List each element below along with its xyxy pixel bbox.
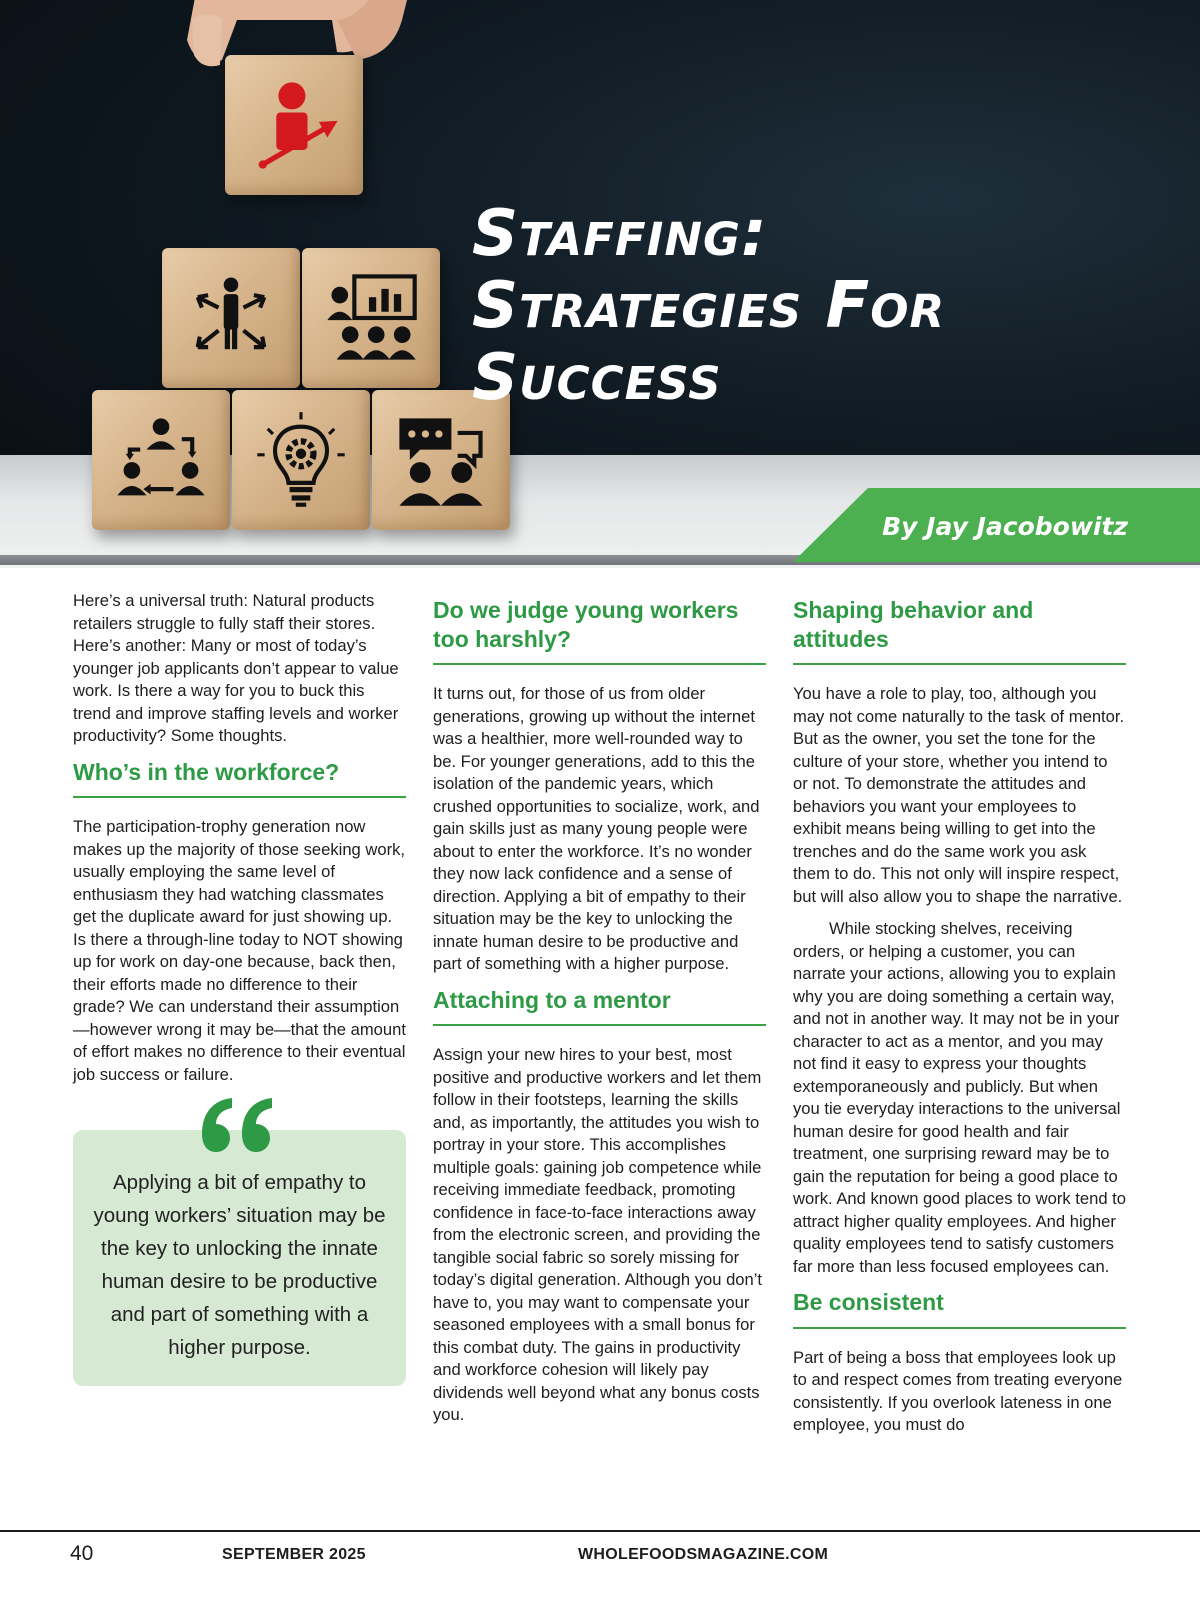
cube-presentation-team bbox=[302, 248, 440, 388]
title-line-1: Staffing: bbox=[472, 197, 768, 271]
gear-lightbulb-icon bbox=[249, 408, 353, 512]
column-3 bbox=[793, 590, 1126, 1447]
article-title bbox=[472, 198, 1200, 414]
shaping-paragraph-1: You have a role to play, too, although you may not come naturally to the task of mentor. But as the owner, you set the tone for the culture of your store, whether you intend to or not. To demonstrate the attitudes and behaviors you want your employees to exhibit means being willing to get into the trenches and do the same work you ask them to do. This not only will inspire respect, but will also allow you to shape the narrative. bbox=[793, 684, 1125, 906]
title-line-2: Strategies For Success bbox=[472, 269, 946, 415]
pull-quote bbox=[73, 1130, 406, 1386]
person-growth-arrow-icon bbox=[242, 73, 346, 177]
website-url: WHOLEFOODSMAGAZINE.COM bbox=[578, 1546, 829, 1563]
consistent-paragraph: Part of being a boss that employees look up to and respect comes from treating everyone consistently. If you overlook lateness in one employee, you must do bbox=[793, 1347, 1123, 1434]
presentation-team-icon bbox=[319, 266, 423, 370]
shaping-paragraph-2: While stocking shelves, receiving orders, or helping a customer, you can narrate your actions, allowing you to explain why you are doing something a certain way, and not in another way. It may not be in your character to act as a mentor, and you may not find it easy to express your thoughts extemporaneously and publicly. But when you tie everyday interactions to the universal human desire for good health and fair treatment, one surprising reward may be to gain the reputation for being a good place to work. And known good places to work tend to attract higher quality employees. And higher quality employees tend to satisfy customers far more than less focused employees can. bbox=[793, 919, 1126, 1276]
pull-quote-text: Applying a bit of empathy to young workers’ situation may be the key to unlocking the innate human desire to be productive and part of something with a higher purpose. bbox=[73, 1130, 406, 1386]
author-byline: By Jay Jacobowitz bbox=[882, 512, 1128, 541]
judge-paragraph: It turns out, for those of us from older generations, growing up without the internet was a healthier, more well-rounded way to be. For younger generations, add to this the isolation of the pandemic years, which crushed opportunities to socialize, work, and gain skills just as many young people were about to enter the workforce. It’s no wonder they now lack confidence and a sense of direction. Applying a bit of empathy to their situation may be the key to unlocking the innate human desire to be productive and part of something with a higher purpose. bbox=[433, 684, 760, 973]
heading-be-consistent: Be consistent bbox=[793, 1288, 1126, 1329]
intro-paragraph: Here’s a universal truth: Natural products retailers struggle to fully staff their stores. Here’s another: Many or most of today’s younger job applicants don’t appear to value work. Is there a way for you to buck this trend and improve staffing levels and worker productivity? Some thoughts. bbox=[73, 591, 399, 745]
heading-mentor: Attaching to a mentor bbox=[433, 986, 766, 1027]
heading-judge-young-workers: Do we judge young workers too harshly? bbox=[433, 596, 766, 665]
issue-date: SEPTEMBER 2025 bbox=[222, 1546, 366, 1563]
heading-shaping-behavior: Shaping behavior and attitudes bbox=[793, 596, 1126, 665]
chat-people-icon bbox=[389, 408, 493, 512]
cube-gear-lightbulb bbox=[232, 390, 370, 530]
cube-person-growth bbox=[225, 55, 363, 195]
mentor-paragraph: Assign your new hires to your best, most positive and productive workers and let them follow in their footsteps, learning the skills and, as importantly, the attitudes you wish to portray in your store. This accomplishes multiple goals: gaining job competence while receiving immediate feedback, promoting confidence in face-to-face interactions away from the electronic screen, and providing the tangible social fabric so sorely missing for today’s digital generation. Although you don’t have to, you may want to compensate your seasoned employees with a small bonus for this combat duty. The gains in productivity and workforce cohesion will likely pay dividends well beyond what any bonus costs you. bbox=[433, 1045, 763, 1424]
hero-image bbox=[0, 0, 1200, 568]
cube-person-directions bbox=[162, 248, 300, 388]
cube-team-rotation bbox=[92, 390, 230, 530]
column-2 bbox=[433, 590, 766, 1437]
team-rotation-icon bbox=[109, 408, 213, 512]
quote-mark-icon bbox=[198, 1094, 278, 1154]
workforce-paragraph: The participation-trophy generation now makes up the majority of those seeking work, usually employing the same level of enthusiasm they had watching classmates get the duplicate award for just showing up. Is there a through-line today to NOT showing up for work on day-one because, back then, their efforts made no difference to their grade? We can understand their assumption—however wrong it may be—that the amount of effort makes no difference to their eventual job success or failure. bbox=[73, 817, 406, 1084]
person-directions-icon bbox=[179, 266, 283, 370]
heading-workforce: Who’s in the workforce? bbox=[73, 758, 406, 799]
column-1 bbox=[73, 590, 406, 1386]
footer-rule bbox=[0, 1530, 1200, 1532]
page-number: 40 bbox=[70, 1542, 94, 1565]
